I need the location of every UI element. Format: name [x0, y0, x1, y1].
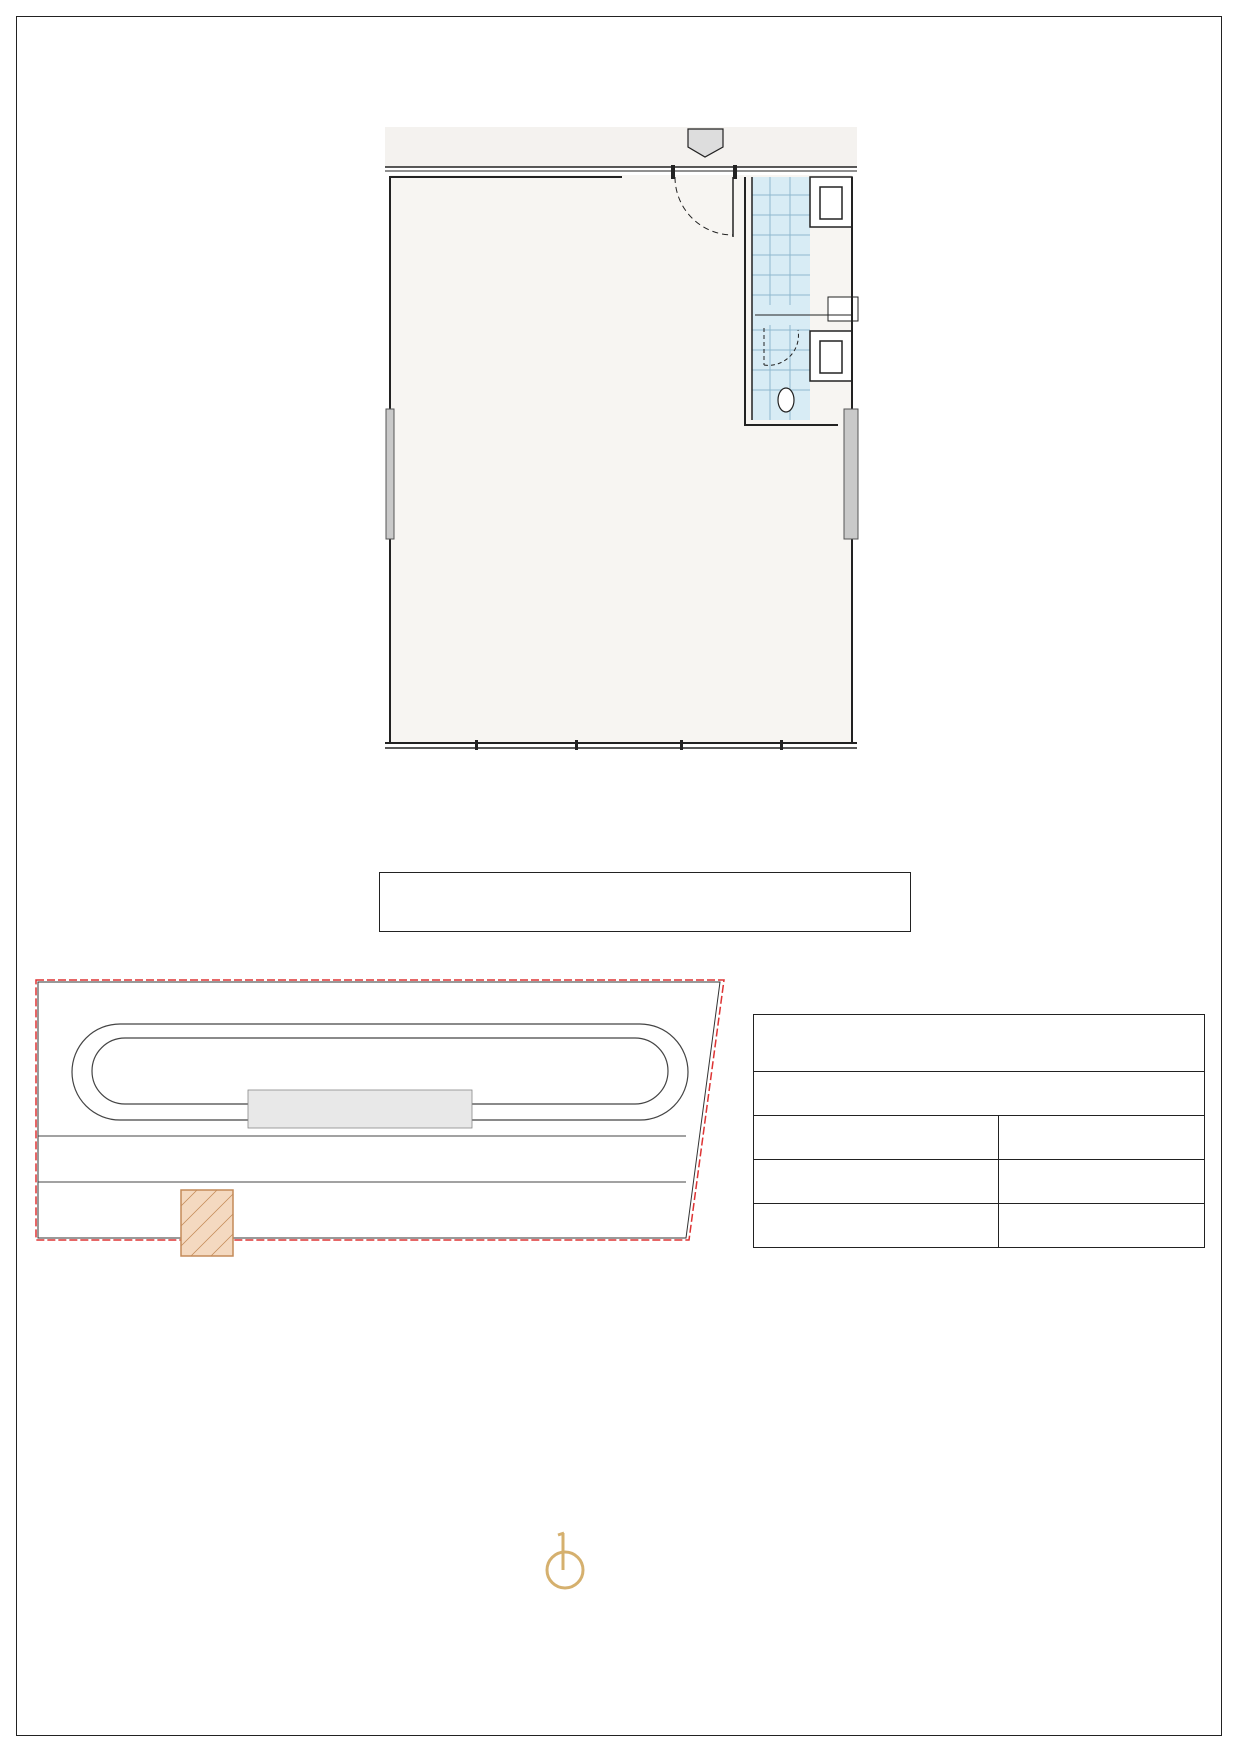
logo-ring-icon [547, 1552, 583, 1588]
key-plan [34, 976, 730, 1280]
row-value [999, 1116, 1205, 1160]
table-row [754, 1160, 1205, 1204]
unit-title [379, 872, 911, 932]
row-label [754, 1116, 999, 1160]
unit-no-row [754, 1072, 1205, 1116]
table-row [754, 1204, 1205, 1248]
unit-floor-plan [380, 125, 860, 755]
table-row [754, 1116, 1205, 1160]
area-table [753, 1014, 1205, 1248]
row-label [754, 1160, 999, 1204]
row-value [999, 1204, 1205, 1248]
row-label [754, 1204, 999, 1248]
row-value [999, 1160, 1205, 1204]
brand-logo [370, 1525, 870, 1710]
area-table-heading [754, 1015, 1205, 1072]
